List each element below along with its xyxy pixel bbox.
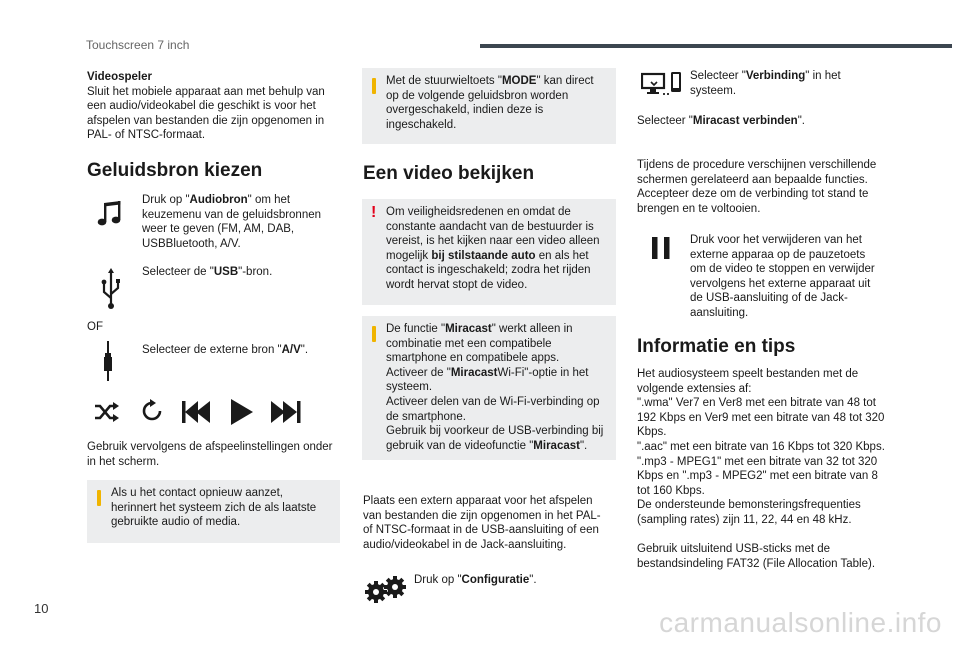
formats-line: ".mp3 - MPEG1" met een bitrate van 32 tot 320 Kbps en ".mp3 - MPEG2" met een bitrate van 8 tot 160 Kbps. [637,455,878,497]
formats-line: ".wma" Ver7 en Ver8 met een bitrate van 48 tot 192 Kbps en Ver9 met een bitrate van 48 tot 320 Kbps. [637,397,885,439]
repeat-icon[interactable] [140,399,164,423]
skip-previous-icon[interactable] [182,401,212,423]
music-note-icon [97,200,123,228]
pause-instruction-text: Druk voor het verwijderen van het externe apparaa op de pauzetoets om de video te stoppen en verwijder vervolgens het externe apparaat uit de USB-aansluiting of de Jack-aansluiting. [690,234,875,319]
video-player-text: Sluit het mobiele apparaat aan met behulp van een audio/videokabel die geschikt is voor het afspelen van bestanden die zijn opgenomen in PAL- of NTSC-formaat. [87,85,325,142]
external-device-text: Plaats een extern apparaat voor het afspelen van bestanden die zijn opgenomen in het PAL- of NTSC-formaat in de USB-aansluiting of een audio/videokabel in de Jack-aansluiting. [363,495,601,551]
heading-watch-video: Een video bekijken [363,163,535,184]
step-av-source: Selecteer de externe bron "A/V". [142,344,309,356]
step-configuration: Druk op "Configuratie". [414,574,537,586]
formats-line: Het audiosysteem speelt bestanden met de volgende extensies af: [637,368,859,395]
formats-line: De ondersteunde bemonsteringsfrequenties (sampling rates) zijn 11, 22, 44 en 48 kHz. [637,499,861,526]
note-box-mode [362,68,616,144]
pause-icon [652,237,670,259]
note-box-ignition [87,480,340,543]
section-label: Touchscreen 7 inch [86,38,190,52]
playback-controls [93,398,303,426]
or-label: OF [87,321,103,333]
step-usb-source: Selecteer de "USB"-bron. [142,266,273,278]
configuration-gears-icon [364,575,408,605]
play-icon[interactable] [231,399,253,425]
heading-info-tips: Informatie en tips [637,336,796,357]
info-bar-icon [372,326,376,342]
jack-plug-icon [101,341,115,381]
note-box-miracast [362,316,616,460]
skip-next-icon[interactable] [271,401,301,423]
heading-select-source: Geluidsbron kiezen [87,160,263,181]
note-mode-text: Met de stuurwieltoets "MODE" kan direct op de volgende geluidsbron worden overgeschakeld, indien deze is ingeschakeld. [386,75,594,131]
note-ignition-text: Als u het contact opnieuw aanzet, herinnert het systeem zich de als laatste gebruikte audio of media. [111,487,317,529]
step-miracast-connect: Selecteer "Miracast verbinden". [637,115,805,127]
procedure-text: Tijdens de procedure verschijnen verschillende schermen gerelateerd aan bepaalde functies. Accepteer deze om de verbinding tot stand te brengen en te voltooien. [637,159,877,215]
formats-line: ".aac" met een bitrate van 16 Kbps tot 320 Kbps. [637,440,885,453]
connection-icon [641,72,683,98]
step-audio-source: Druk op "Audiobron" om het keuzemenu van de geluidsbronnen weer te geven (FM, AM, DAB, USBBluetooth, A/V. [142,194,322,250]
supported-formats [637,367,892,528]
info-bar-icon [372,78,376,94]
controls-text: Gebruik vervolgens de afspeelinstellingen onder in het scherm. [87,441,333,468]
video-player-title: Videospeler [87,71,152,83]
warning-text: Om veiligheidsredenen en omdat de constante aandacht van de bestuurder is vereist, is het kijken naar een video alleen mogelijk bij stilstaande auto en als het contact is ingeschakeld; zodra het rijden wordt hervat stopt de video. [386,206,600,291]
usb-icon [100,268,122,310]
header-bar [480,44,952,48]
note-miracast-text: De functie "Miracast" werkt alleen in combinatie met een compatibele smartphone en compatibele apps. Activeer de "MiracastWi-Fi"-optie in het systeem. Activeer delen van de Wi-Fi-verbinding op de smartphone. Gebruik bij voorkeur de USB-verbinding bij gebruik van de videofunctie "Miracast". [386,323,604,452]
video-player-intro [87,70,337,143]
page-number: 10 [34,601,49,616]
watermark: carmanualsonline.info [659,607,942,638]
warning-icon: ! [371,204,377,221]
warning-box [362,199,616,305]
fat32-text: Gebruik uitsluitend USB-sticks met de bestandsindeling FAT32 (File Allocation Table). [637,543,876,570]
info-bar-icon [97,490,101,506]
step-connection: Selecteer "Verbinding" in het systeem. [690,70,841,97]
shuffle-icon[interactable] [93,400,119,424]
